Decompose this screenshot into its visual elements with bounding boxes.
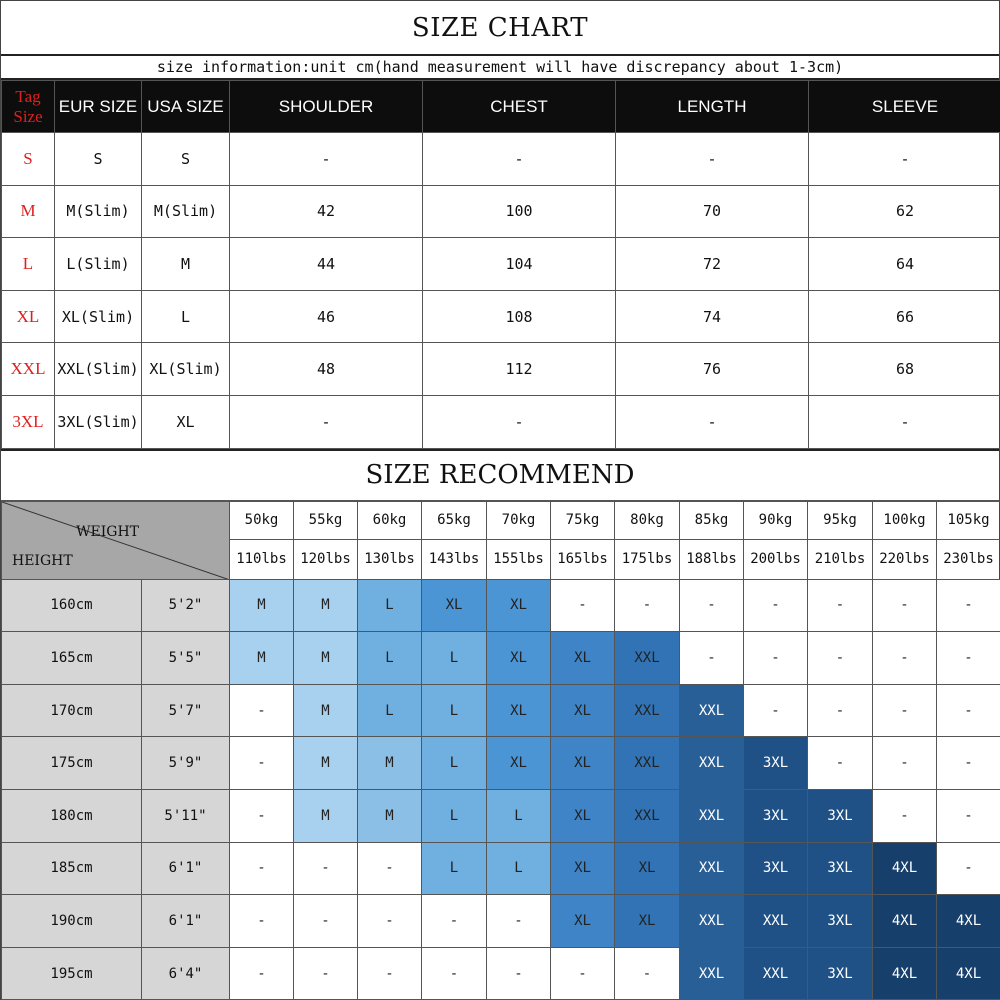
chest-cell: 108 <box>423 290 616 343</box>
recommend-size-cell: L <box>358 684 422 737</box>
height-cm-cell: 170cm <box>2 684 142 737</box>
recommend-size-cell: XXL <box>680 789 744 842</box>
recommend-size-cell: M <box>358 789 422 842</box>
recommend-size-cell: 4XL <box>937 895 1000 948</box>
sleeve-cell: - <box>809 395 1000 448</box>
recommend-size-cell: M <box>294 579 358 632</box>
weight-lbs-header: 143lbs <box>422 539 487 579</box>
recommend-size-cell: XXL <box>744 947 808 1000</box>
recommend-size-cell: - <box>615 947 680 1000</box>
recommend-size-cell: - <box>358 947 422 1000</box>
size-info-note: size information:unit cm(hand measurement will have discrepancy about 1-3cm) <box>1 56 999 80</box>
length-header: LENGTH <box>616 81 809 133</box>
weight-lbs-header: 220lbs <box>873 539 937 579</box>
height-cm-cell: 195cm <box>2 947 142 1000</box>
height-ft-cell: 5'2" <box>142 579 230 632</box>
chest-cell: - <box>423 395 616 448</box>
size-recommend-title: SIZE RECOMMEND <box>1 449 999 501</box>
weight-lbs-header: 175lbs <box>615 539 680 579</box>
size-chart-table <box>1 80 1000 449</box>
recommend-size-cell: - <box>230 947 294 1000</box>
recommend-size-cell: L <box>358 579 422 632</box>
length-cell: 70 <box>616 185 809 238</box>
recommend-row <box>2 632 1000 685</box>
recommend-size-cell: 3XL <box>744 789 808 842</box>
shoulder-cell: 44 <box>230 238 423 291</box>
recommend-size-cell: XL <box>551 842 615 895</box>
weight-kg-header: 95kg <box>808 501 873 539</box>
recommend-size-cell: - <box>294 947 358 1000</box>
height-ft-cell: 5'7" <box>142 684 230 737</box>
recommend-size-cell: XXL <box>680 684 744 737</box>
recommend-size-cell: - <box>873 737 937 790</box>
recommend-row <box>2 895 1000 948</box>
weight-lbs-header: 110lbs <box>230 539 294 579</box>
eur-cell: XXL(Slim) <box>55 343 142 396</box>
weight-lbs-header: 188lbs <box>680 539 744 579</box>
size-chart-header-row <box>2 81 1000 133</box>
recommend-size-cell: - <box>937 737 1000 790</box>
eur-cell: XL(Slim) <box>55 290 142 343</box>
height-ft-cell: 5'9" <box>142 737 230 790</box>
recommend-size-cell: L <box>487 842 551 895</box>
recommend-size-cell: - <box>873 579 937 632</box>
tag-cell: L <box>2 238 55 291</box>
recommend-size-cell: - <box>873 632 937 685</box>
recommend-size-cell: - <box>937 684 1000 737</box>
height-cm-cell: 190cm <box>2 895 142 948</box>
weight-kg-header: 55kg <box>294 501 358 539</box>
height-cm-cell: 180cm <box>2 789 142 842</box>
weight-kg-header: 80kg <box>615 501 680 539</box>
recommend-size-cell: M <box>230 632 294 685</box>
height-cm-cell: 165cm <box>2 632 142 685</box>
recommend-size-cell: - <box>744 684 808 737</box>
sleeve-cell: - <box>809 133 1000 186</box>
recommend-size-cell: L <box>422 789 487 842</box>
recommend-size-cell: 3XL <box>808 895 873 948</box>
recommend-size-cell: - <box>358 895 422 948</box>
recommend-size-cell: XXL <box>615 737 680 790</box>
shoulder-cell: - <box>230 395 423 448</box>
recommend-size-cell: 3XL <box>744 737 808 790</box>
size-recommend-body <box>2 501 1000 1000</box>
tag-size-header-line1: Tag <box>15 86 41 106</box>
sleeve-cell: 64 <box>809 238 1000 291</box>
recommend-size-cell: - <box>680 579 744 632</box>
eur-cell: L(Slim) <box>55 238 142 291</box>
weight-lbs-header: 120lbs <box>294 539 358 579</box>
usa-cell: M(Slim) <box>142 185 230 238</box>
weight-kg-header: 90kg <box>744 501 808 539</box>
recommend-size-cell: - <box>808 737 873 790</box>
recommend-size-cell: - <box>873 684 937 737</box>
weight-label: WEIGHT <box>76 523 139 540</box>
recommend-size-cell: - <box>937 632 1000 685</box>
usa-cell: XL(Slim) <box>142 343 230 396</box>
sleeve-header: SLEEVE <box>809 81 1000 133</box>
chest-cell: 100 <box>423 185 616 238</box>
recommend-size-cell: - <box>230 789 294 842</box>
recommend-size-cell: 3XL <box>808 947 873 1000</box>
weight-kg-header: 105kg <box>937 501 1000 539</box>
height-cm-cell: 160cm <box>2 579 142 632</box>
recommend-size-cell: - <box>487 895 551 948</box>
chest-cell: 104 <box>423 238 616 291</box>
height-label: HEIGHT <box>12 552 73 569</box>
recommend-size-cell: XXL <box>615 632 680 685</box>
weight-lbs-header: 155lbs <box>487 539 551 579</box>
recommend-size-cell: M <box>294 684 358 737</box>
recommend-size-cell: XL <box>487 684 551 737</box>
shoulder-header: SHOULDER <box>230 81 423 133</box>
weight-kg-header: 75kg <box>551 501 615 539</box>
weight-lbs-header: 130lbs <box>358 539 422 579</box>
length-cell: 74 <box>616 290 809 343</box>
recommend-size-cell: XXL <box>680 737 744 790</box>
recommend-size-cell: 4XL <box>873 842 937 895</box>
recommend-size-cell: - <box>551 579 615 632</box>
recommend-size-cell: - <box>808 579 873 632</box>
recommend-size-cell: XL <box>551 789 615 842</box>
recommend-size-cell: 3XL <box>808 789 873 842</box>
recommend-size-cell: 4XL <box>873 947 937 1000</box>
recommend-size-cell: XL <box>615 895 680 948</box>
recommend-size-cell: - <box>294 895 358 948</box>
recommend-row <box>2 579 1000 632</box>
recommend-size-cell: L <box>422 632 487 685</box>
eur-size-header: EUR SIZE <box>55 81 142 133</box>
recommend-size-cell: M <box>230 579 294 632</box>
recommend-size-cell: XL <box>487 737 551 790</box>
size-chart-row <box>2 133 1000 186</box>
weight-lbs-header: 200lbs <box>744 539 808 579</box>
height-ft-cell: 5'5" <box>142 632 230 685</box>
recommend-row <box>2 947 1000 1000</box>
recommend-size-cell: XL <box>615 842 680 895</box>
recommend-size-cell: XL <box>551 684 615 737</box>
recommend-size-cell: 4XL <box>937 947 1000 1000</box>
recommend-size-cell: - <box>487 947 551 1000</box>
recommend-size-cell: M <box>294 737 358 790</box>
weight-kg-header: 65kg <box>422 501 487 539</box>
recommend-size-cell: XXL <box>680 895 744 948</box>
eur-cell: M(Slim) <box>55 185 142 238</box>
recommend-size-cell: XXL <box>615 684 680 737</box>
tag-cell: S <box>2 133 55 186</box>
sleeve-cell: 68 <box>809 343 1000 396</box>
height-cm-cell: 175cm <box>2 737 142 790</box>
chest-header: CHEST <box>423 81 616 133</box>
recommend-size-cell: - <box>937 789 1000 842</box>
weight-kg-row <box>2 501 1000 539</box>
recommend-size-cell: - <box>230 737 294 790</box>
weight-kg-header: 85kg <box>680 501 744 539</box>
recommend-size-cell: XL <box>551 632 615 685</box>
recommend-size-cell: 3XL <box>808 842 873 895</box>
size-chart-row <box>2 185 1000 238</box>
recommend-size-cell: XXL <box>680 842 744 895</box>
sleeve-cell: 66 <box>809 290 1000 343</box>
recommend-size-cell: - <box>937 842 1000 895</box>
recommend-size-cell: - <box>873 789 937 842</box>
recommend-size-cell: 3XL <box>744 842 808 895</box>
chest-cell: - <box>423 133 616 186</box>
usa-cell: M <box>142 238 230 291</box>
recommend-size-cell: XL <box>487 632 551 685</box>
weight-kg-header: 60kg <box>358 501 422 539</box>
usa-cell: L <box>142 290 230 343</box>
sleeve-cell: 62 <box>809 185 1000 238</box>
recommend-size-cell: L <box>422 842 487 895</box>
recommend-size-cell: - <box>422 947 487 1000</box>
weight-height-corner <box>2 501 230 579</box>
recommend-size-cell: - <box>808 632 873 685</box>
weight-lbs-header: 165lbs <box>551 539 615 579</box>
size-chart-title: SIZE CHART <box>1 1 999 56</box>
shoulder-cell: - <box>230 133 423 186</box>
size-chart-body <box>2 133 1000 449</box>
recommend-size-cell: L <box>422 737 487 790</box>
recommend-row <box>2 684 1000 737</box>
recommend-size-cell: - <box>615 579 680 632</box>
size-chart-row <box>2 395 1000 448</box>
weight-kg-header: 70kg <box>487 501 551 539</box>
height-ft-cell: 6'1" <box>142 842 230 895</box>
usa-cell: XL <box>142 395 230 448</box>
recommend-size-cell: XXL <box>744 895 808 948</box>
tag-cell: XXL <box>2 343 55 396</box>
recommend-size-cell: XL <box>551 895 615 948</box>
recommend-size-cell: XL <box>551 737 615 790</box>
tag-size-header-line2: Size <box>13 106 43 126</box>
recommend-size-cell: - <box>551 947 615 1000</box>
recommend-size-cell: L <box>358 632 422 685</box>
recommend-size-cell: XL <box>487 579 551 632</box>
recommend-row <box>2 842 1000 895</box>
recommend-size-cell: L <box>487 789 551 842</box>
size-chart-row <box>2 290 1000 343</box>
recommend-size-cell: - <box>744 579 808 632</box>
recommend-size-cell: M <box>294 789 358 842</box>
recommend-size-cell: - <box>230 895 294 948</box>
recommend-size-cell: XXL <box>680 947 744 1000</box>
size-chart-row <box>2 238 1000 291</box>
recommend-size-cell: - <box>744 632 808 685</box>
length-cell: 76 <box>616 343 809 396</box>
weight-kg-header: 100kg <box>873 501 937 539</box>
tag-cell: 3XL <box>2 395 55 448</box>
usa-size-header: USA SIZE <box>142 81 230 133</box>
height-ft-cell: 5'11" <box>142 789 230 842</box>
recommend-size-cell: - <box>808 684 873 737</box>
height-ft-cell: 6'4" <box>142 947 230 1000</box>
recommend-row <box>2 737 1000 790</box>
recommend-row <box>2 789 1000 842</box>
weight-lbs-header: 210lbs <box>808 539 873 579</box>
height-ft-cell: 6'1" <box>142 895 230 948</box>
usa-cell: S <box>142 133 230 186</box>
recommend-size-cell: - <box>294 842 358 895</box>
size-chart-row <box>2 343 1000 396</box>
eur-cell: S <box>55 133 142 186</box>
chest-cell: 112 <box>423 343 616 396</box>
tag-cell: XL <box>2 290 55 343</box>
recommend-size-cell: - <box>422 895 487 948</box>
recommend-size-cell: XXL <box>615 789 680 842</box>
size-recommend-table <box>1 501 1000 1000</box>
tag-size-header <box>2 81 55 133</box>
recommend-size-cell: XL <box>422 579 487 632</box>
length-cell: - <box>616 133 809 186</box>
recommend-size-cell: - <box>230 684 294 737</box>
height-cm-cell: 185cm <box>2 842 142 895</box>
shoulder-cell: 46 <box>230 290 423 343</box>
weight-kg-header: 50kg <box>230 501 294 539</box>
recommend-size-cell: M <box>294 632 358 685</box>
eur-cell: 3XL(Slim) <box>55 395 142 448</box>
recommend-size-cell: M <box>358 737 422 790</box>
shoulder-cell: 42 <box>230 185 423 238</box>
length-cell: 72 <box>616 238 809 291</box>
recommend-size-cell: - <box>358 842 422 895</box>
recommend-size-cell: 4XL <box>873 895 937 948</box>
tag-cell: M <box>2 185 55 238</box>
recommend-size-cell: - <box>937 579 1000 632</box>
length-cell: - <box>616 395 809 448</box>
shoulder-cell: 48 <box>230 343 423 396</box>
recommend-size-cell: L <box>422 684 487 737</box>
weight-lbs-header: 230lbs <box>937 539 1000 579</box>
recommend-size-cell: - <box>680 632 744 685</box>
recommend-size-cell: - <box>230 842 294 895</box>
